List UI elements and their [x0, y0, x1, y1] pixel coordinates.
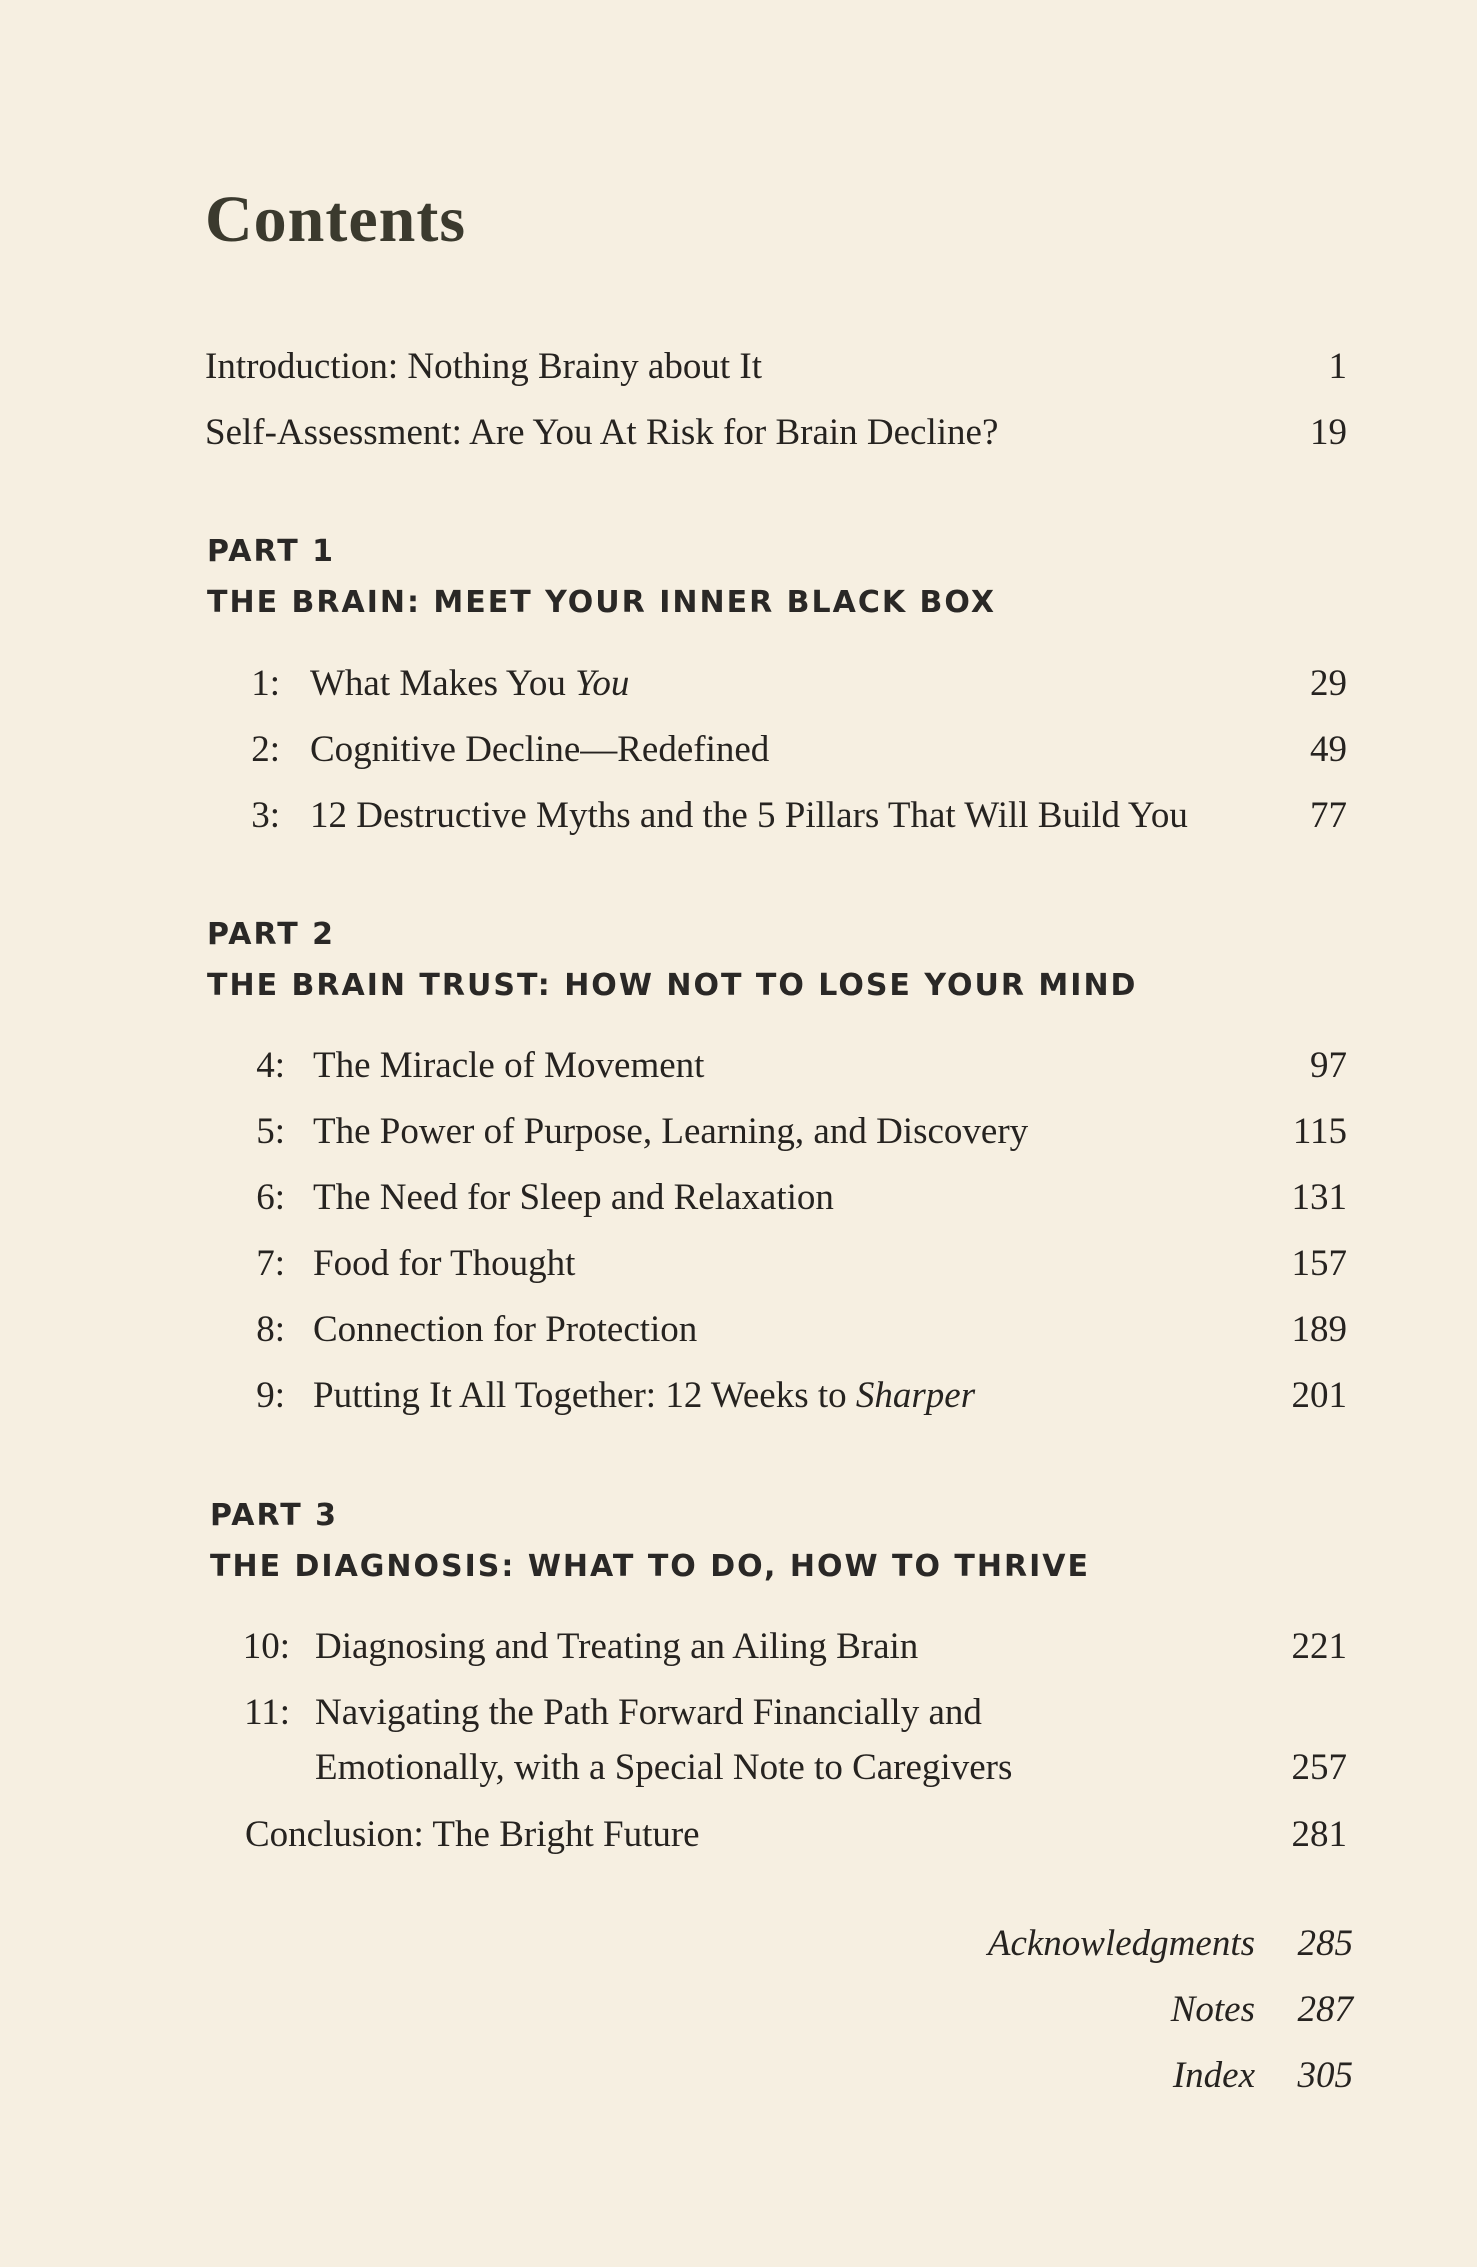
entry-label: Conclusion: The Bright Future: [245, 1814, 700, 1855]
entry-page: 281: [1291, 1814, 1347, 1855]
entry-page: 1: [1328, 346, 1347, 387]
chapter-number: 1:: [251, 663, 280, 704]
chapter-number: 8:: [256, 1309, 285, 1350]
part-title: THE DIAGNOSIS: WHAT TO DO, HOW TO THRIVE: [210, 1549, 1090, 1584]
chapter-page: 157: [1291, 1243, 1347, 1284]
chapter-number: 5:: [256, 1111, 285, 1152]
toc-chapter-1[interactable]: [0, 662, 1477, 712]
toc-chapter-11-cont[interactable]: [0, 1746, 1477, 1796]
toc-chapter-9[interactable]: [0, 1374, 1477, 1424]
toc-chapter-5[interactable]: [0, 1110, 1477, 1160]
toc-chapter-2[interactable]: [0, 728, 1477, 778]
chapter-number: 6:: [256, 1177, 285, 1218]
toc-chapter-4[interactable]: [0, 1044, 1477, 1094]
toc-entry-notes[interactable]: [0, 1988, 1477, 2038]
toc-chapter-3[interactable]: [0, 794, 1477, 844]
chapter-number: 9:: [256, 1375, 285, 1416]
chapter-title: Connection for Protection: [313, 1309, 698, 1350]
part-title: THE BRAIN TRUST: HOW NOT TO LOSE YOUR MIND: [207, 968, 1138, 1003]
chapter-number: 4:: [256, 1045, 285, 1086]
entry-label: Self-Assessment: Are You At Risk for Brain Decline?: [205, 412, 999, 453]
chapter-page: 201: [1291, 1375, 1347, 1416]
chapter-page: 257: [1291, 1747, 1347, 1788]
chapter-number: 3:: [251, 795, 280, 836]
toc-entry-conclusion[interactable]: [0, 1813, 1477, 1863]
chapter-page: 221: [1291, 1626, 1347, 1667]
chapter-number: 11:: [244, 1692, 290, 1733]
chapter-page: 115: [1292, 1111, 1347, 1152]
chapter-title: Diagnosing and Treating an Ailing Brain: [315, 1626, 919, 1667]
part-title: THE BRAIN: MEET YOUR INNER BLACK BOX: [207, 585, 996, 620]
entry-page: 305: [1297, 2055, 1353, 2096]
page-title: Contents: [205, 183, 467, 256]
chapter-number: 2:: [251, 729, 280, 770]
toc-chapter-10[interactable]: [0, 1625, 1477, 1675]
toc-entry-index[interactable]: [0, 2054, 1477, 2104]
toc-chapter-11[interactable]: [0, 1691, 1477, 1741]
chapter-page: 29: [1310, 663, 1347, 704]
toc-chapter-6[interactable]: [0, 1176, 1477, 1226]
toc-chapter-7[interactable]: [0, 1242, 1477, 1292]
entry-label: Notes: [1170, 1989, 1255, 2030]
entry-label: Acknowledgments: [987, 1923, 1255, 1964]
chapter-title: Navigating the Path Forward Financially and: [315, 1692, 982, 1733]
part-label: PART 3: [210, 1498, 338, 1533]
chapter-title: Cognitive Decline—Redefined: [310, 729, 770, 770]
chapter-page: 131: [1291, 1177, 1347, 1218]
entry-label: Introduction: Nothing Brainy about It: [205, 346, 762, 387]
chapter-page: 97: [1310, 1045, 1347, 1086]
entry-label: Index: [1172, 2055, 1255, 2096]
entry-page: 285: [1297, 1923, 1353, 1964]
entry-page: 19: [1310, 412, 1347, 453]
chapter-title: 12 Destructive Myths and the 5 Pillars That Will Build You: [310, 795, 1188, 836]
chapter-title: The Need for Sleep and Relaxation: [313, 1177, 834, 1218]
chapter-title-continued: Emotionally, with a Special Note to Caregivers: [315, 1747, 1013, 1788]
chapter-page: 189: [1291, 1309, 1347, 1350]
entry-page: 287: [1297, 1989, 1353, 2030]
toc-entry-introduction[interactable]: [0, 345, 1477, 395]
chapter-title: The Miracle of Movement: [313, 1045, 705, 1086]
chapter-title: The Power of Purpose, Learning, and Discovery: [313, 1111, 1029, 1152]
toc-chapter-8[interactable]: [0, 1308, 1477, 1358]
chapter-title: Putting It All Together: 12 Weeks to Sharper: [313, 1375, 976, 1416]
chapter-number: 10:: [242, 1626, 290, 1667]
chapter-title: What Makes You You: [310, 663, 630, 704]
toc-entry-acknowledgments[interactable]: [0, 1922, 1477, 1972]
chapter-page: 49: [1310, 729, 1347, 770]
chapter-number: 7:: [256, 1243, 285, 1284]
toc-entry-self-assessment[interactable]: [0, 411, 1477, 461]
part-label: PART 1: [207, 534, 335, 569]
chapter-page: 77: [1310, 795, 1347, 836]
part-label: PART 2: [207, 917, 335, 952]
chapter-title: Food for Thought: [313, 1243, 576, 1284]
